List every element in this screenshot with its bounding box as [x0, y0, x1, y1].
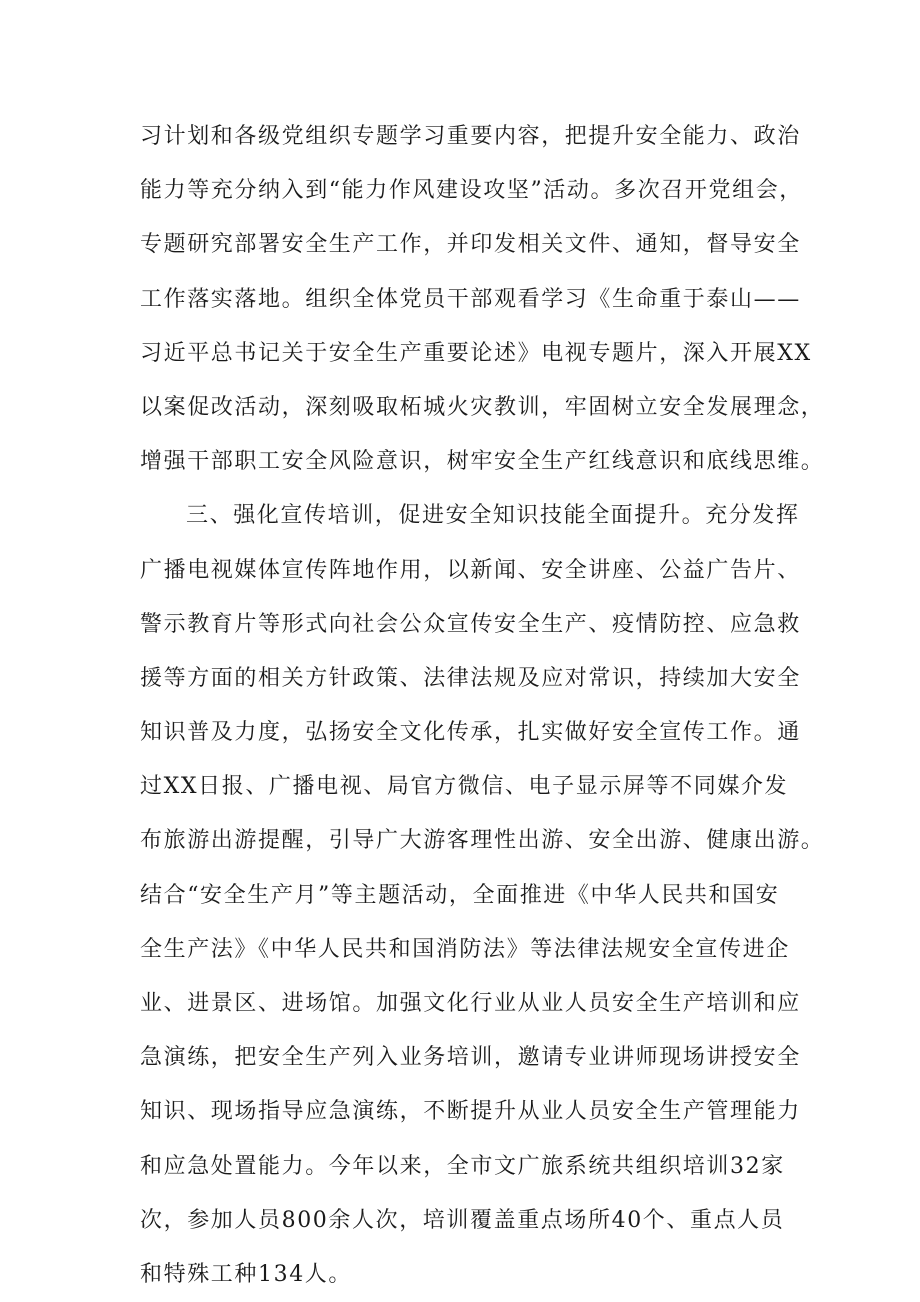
- body-text: [140, 110, 825, 1302]
- text-line: 知识、现场指导应急演练，不断提升从业人员安全生产管理能力: [140, 1099, 801, 1125]
- text-line: 和应急处置能力。今年以来，全市文广旅系统共组织培训32家: [140, 1153, 785, 1179]
- text-line: 急演练，把安全生产列入业务培训，邀请专业讲师现场讲授安全: [140, 1045, 801, 1071]
- text-line: 过XX日报、广播电视、局官方微信、电子显示屏等不同媒介发: [140, 774, 789, 800]
- text-line: 警示教育片等形式向社会公众宣传安全生产、疫情防控、应急救: [140, 611, 801, 637]
- text-line: 工作落实落地。组织全体党员干部观看学习《生命重于泰山——: [140, 286, 801, 312]
- text-line: 广播电视媒体宣传阵地作用，以新闻、安全讲座、公益广告片、: [140, 557, 801, 583]
- text-line: 增强干部职工安全风险意识，树牢安全生产红线意识和底线思维。: [140, 449, 825, 475]
- text-line: 和特殊工种134人。: [140, 1261, 352, 1287]
- text-line: 结合“安全生产月”等主题活动，全面推进《中华人民共和国安: [140, 882, 780, 908]
- paragraph-2: [140, 489, 825, 1302]
- text-line: 业、进景区、进场馆。加强文化行业从业人员安全生产培训和应: [140, 991, 801, 1016]
- text-line: 援等方面的相关方针政策、法律法规及应对常识，持续加大安全: [140, 665, 801, 691]
- text-line: 专题研究部署安全生产工作，并印发相关文件、通知，督导安全: [140, 232, 801, 258]
- text-line: 次，参加人员800余人次，培训覆盖重点场所40个、重点人员: [140, 1207, 785, 1233]
- text-line: 习计划和各级党组织专题学习重要内容，把提升安全能力、政治: [140, 124, 801, 149]
- paragraph-1: [140, 110, 825, 489]
- text-line: 全生产法》《中华人民共和国消防法》等法律法规安全宣传进企: [140, 936, 790, 962]
- text-line: 能力等充分纳入到“能力作风建设攻坚”活动。多次召开党组会，: [140, 178, 803, 204]
- section-heading-line: 三、强化宣传培训，促进安全知识技能全面提升。充分发挥: [186, 503, 800, 529]
- text-line: 知识普及力度，弘扬安全文化传承，扎实做好安全宣传工作。通: [140, 720, 801, 746]
- text-line: 习近平总书记关于安全生产重要论述》电视专题片，深入开展XX: [140, 340, 812, 366]
- text-line: 布旅游出游提醒，引导广大游客理性出游、安全出游、健康出游。: [140, 828, 825, 854]
- text-line: 以案促改活动，深刻吸取柘城火灾教训，牢固树立安全发展理念，: [140, 394, 825, 420]
